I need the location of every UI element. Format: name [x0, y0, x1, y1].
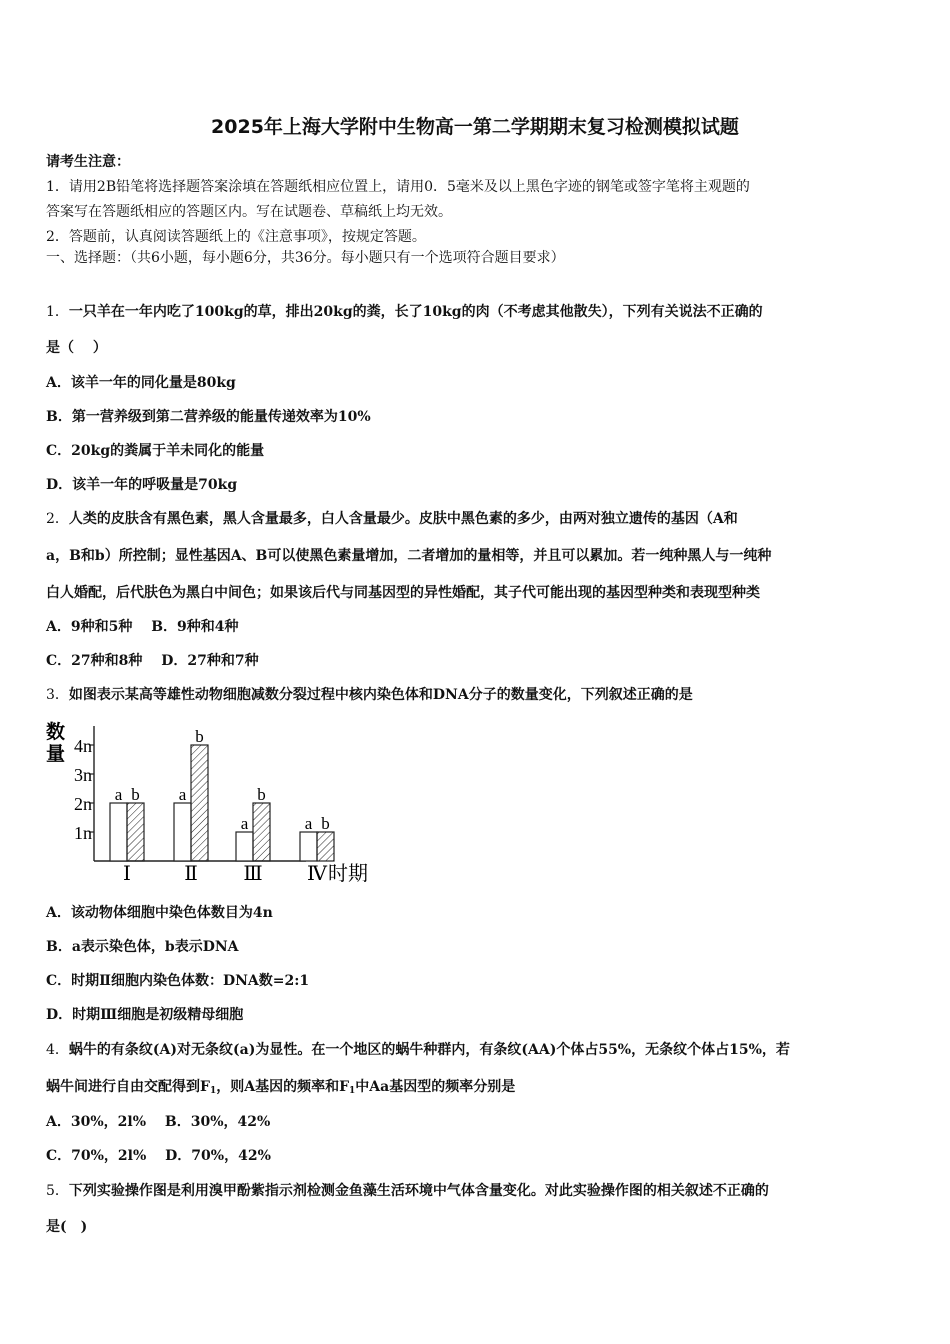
question-3-option-c: C．时期Ⅱ细胞内染色体数：DNA数=2:1	[46, 973, 310, 989]
bar-b-period-2	[191, 745, 208, 861]
x-axis-label: 时期	[328, 863, 368, 885]
question-2-options-ab: A．9种和5种 B．9种和4种	[46, 619, 239, 635]
bar-label-a-period-1: a	[114, 785, 123, 804]
y-axis-label-char-2: 量	[46, 744, 66, 765]
question-2-stem-line-1	[46, 509, 908, 529]
question-1-number: 1．	[46, 304, 69, 320]
bar-label-b-period-4: b	[321, 814, 330, 833]
bar-a-period-1	[110, 803, 127, 861]
question-2-stem-line-3: 白人婚配，后代肤色为黑白中间色；如果该后代与同基因型的异性婚配，其子代可能出现的基因型种类和表现型种类	[46, 585, 760, 601]
y-tick-label: 3n	[74, 765, 92, 785]
y-tick-label: 2n	[74, 794, 92, 814]
question-4-stem-part-3: 中Aa基因型的频率分别是	[355, 1079, 516, 1095]
x-category-label: Ⅲ	[243, 863, 263, 885]
question-1-stem-line-2: 是（ ）	[46, 340, 107, 356]
question-4-number: 4．	[46, 1042, 69, 1058]
notice-item-1-line-1: 1．请用2B铅笔将选择题答案涂填在答题纸相应位置上，请用0．5毫米及以上黑色字迹的钢笔或签字笔将主观题的	[46, 179, 750, 195]
bar-label-b-period-3: b	[257, 785, 266, 804]
question-2-options-cd: C．27种和8种 D．27种和7种	[46, 653, 259, 669]
question-2-number: 2．	[46, 511, 69, 527]
bar-a-period-3	[236, 832, 253, 861]
question-1-option-d: D．该羊一年的呼吸量是70kg	[46, 477, 238, 493]
question-3-option-b: B．a表示染色体，b表示DNA	[46, 939, 239, 955]
question-4-stem-line-1	[46, 1040, 908, 1060]
question-4-stem-line-2	[46, 1077, 908, 1101]
question-3-number: 3．	[46, 687, 69, 703]
bar-b-period-1	[127, 803, 144, 861]
question-4-subscript-1: 1	[209, 1086, 217, 1096]
x-category-label: Ⅱ	[184, 863, 198, 885]
question-5-stem-text: 下列实验操作图是利用溴甲酚紫指示剂检测金鱼藻生活环境中气体含量变化。对此实验操作图的相关叙述不正确的	[68, 1183, 769, 1199]
question-4-stem-part-2: ，则A基因的频率和F	[216, 1079, 350, 1095]
question-3-option-a: A．该动物体细胞中染色体数目为4n	[46, 905, 273, 921]
section-heading: 一、选择题：（共6小题，每小题6分，共36分。每小题只有一个选项符合题目要求）	[46, 250, 565, 266]
notice-item-2: 2．答题前，认真阅读答题纸上的《注意事项》，按规定答题。	[46, 229, 426, 245]
notice-heading: 请考生注意：	[46, 154, 130, 170]
question-5-stem-line-2: 是( )	[46, 1219, 88, 1235]
bar-b-period-4	[317, 832, 334, 861]
bar-label-b-period-2: b	[195, 727, 204, 746]
bar-a-period-2	[174, 803, 191, 861]
question-5-number: 5．	[46, 1183, 69, 1199]
bar-label-a-period-2: a	[178, 785, 187, 804]
y-tick-label: 4n	[74, 736, 92, 756]
page-title: 2025年上海大学附中生物高一第二学期期末复习检测模拟试题	[211, 116, 739, 138]
notice-item-1-line-2: 答案写在答题纸相应的答题区内。写在试题卷、草稿纸上均无效。	[46, 204, 452, 220]
bar-a-period-4	[300, 832, 317, 861]
bar-b-period-3	[253, 803, 270, 861]
bar-label-a-period-3: a	[240, 814, 249, 833]
question-4-stem-part-1: 蜗牛间进行自由交配得到F	[46, 1079, 210, 1095]
y-axis-label-char-1: 数	[46, 722, 66, 743]
question-4-options-ab: A．30%，2l% B．30%，42%	[46, 1114, 271, 1130]
question-4-stem-text: 蜗牛的有条纹(A)对无条纹(a)为显性。在一个地区的蜗牛种群内，有条纹(AA)个体占55%，无条纹个体占15%，若	[68, 1042, 790, 1058]
question-4-subscript-2: 1	[349, 1086, 356, 1096]
bar-label-b-period-1: b	[131, 785, 140, 804]
question-1-option-c: C．20kg的粪属于羊未同化的能量	[46, 443, 265, 459]
y-tick-label: 1n	[74, 823, 92, 843]
question-4-options-cd: C．70%，2l% D．70%，42%	[46, 1148, 271, 1164]
question-3-stem	[46, 685, 908, 705]
question-1-option-b: B．第一营养级到第二营养级的能量传递效率为10%	[46, 409, 371, 425]
chromosome-dna-bar-chart	[44, 718, 374, 888]
x-category-label: Ⅰ	[123, 863, 131, 885]
x-category-label: Ⅳ	[307, 863, 327, 885]
question-3-option-d: D．时期Ⅲ细胞是初级精母细胞	[46, 1007, 244, 1023]
question-2-stem-text: 人类的皮肤含有黑色素，黑人含量最多，白人含量最少。皮肤中黑色素的多少，由两对独立遗传的基因（A和	[68, 511, 738, 527]
question-5-stem-line-1	[46, 1181, 908, 1201]
question-1-stem-text: 一只羊在一年内吃了100kg的草，排出20kg的粪，长了10kg的肉（不考虑其他散失），下列有关说法不正确的	[68, 304, 763, 320]
question-1-stem-line-1	[46, 302, 908, 322]
bar-label-a-period-4: a	[304, 814, 313, 833]
question-1-option-a: A．该羊一年的同化量是80kg	[46, 375, 236, 391]
question-2-stem-line-2: a，B和b）所控制；显性基因A、B可以使黑色素量增加，二者增加的量相等，并且可以累加。若一纯种黑人与一纯种	[46, 548, 772, 564]
question-3-stem-text: 如图表示某高等雄性动物细胞减数分裂过程中核内染色体和DNA分子的数量变化，下列叙述正确的是	[68, 687, 693, 703]
